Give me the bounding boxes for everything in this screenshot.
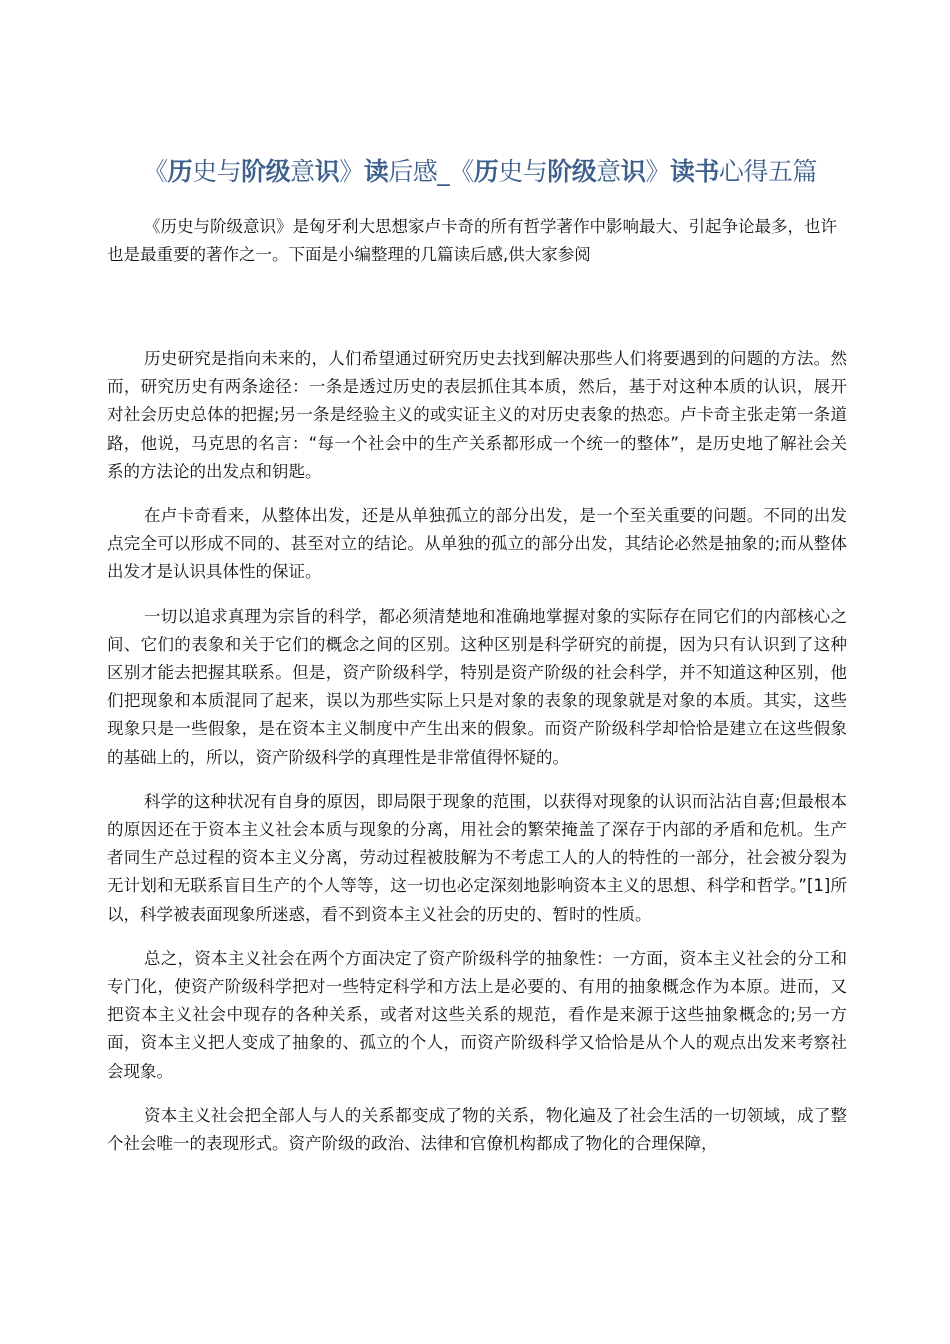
body-paragraph: 历史研究是指向未来的，人们希望通过研究历史去找到解决那些人们将要遇到的问题的方法。然而，研究历史有两条途径：一条是透过历史的表层抓住其本质，然后，基于对这种本质的认识，展开对社会历史总体的把握;另一条是经验主义的或实证主义的对历史表象的热恋。卢卡奇主张走第一条道路，他说，马克思的名言：“每一个社会中的生产关系都形成一个统一的整体”，是历史地了解社会关系的方法论的出发点和钥匙。 (107, 349, 847, 481)
document-title (100, 152, 860, 192)
title-segment: 史与 (498, 157, 548, 186)
body-paragraph: 在卢卡奇看来，从整体出发，还是从单独孤立的部分出发，是一个至关重要的问题。不同的出发点完全可以形成不同的、甚至对立的结论。从单独的孤立的部分出发，其结论必然是抽象的;而从整体出发才是认识具体性的保证。 (107, 506, 847, 582)
title-segment: 心得五篇 (718, 157, 817, 186)
body-paragraph: 总之，资本主义社会在两个方面决定了资产阶级科学的抽象性：一方面，资本主义社会的分工和专门化，使资产阶级科学把对一些特定科学和方法上是必要的、有用的抽象概念作为本原。进而，又把资本主义社会中现存的各种关系，或者对这些关系的规范，看作是来源于这些抽象概念的;另一方面，资本主义把人变成了抽象的、孤立的个人，而资产阶级科学又恰恰是从个人的观点出发来考察社会现象。 (107, 948, 847, 1081)
title-segment: 历 (473, 157, 499, 186)
body-paragraph: 科学的这种状况有自身的原因，即局限于现象的范围，以获得对现象的认识而沾沾自喜;但最根本的原因还在于资本主义社会本质与现象的分离，用社会的繁荣掩盖了深存于内部的矛盾和危机。生产者同生产总过程的资本主义分离，劳动过程被肢解为不考虑工人的人的特性的一部分，社会被分裂为无计划和无联系盲目生产的个人等等，这一切也必定深刻地影响资本主义的思想、科学和哲学。”[1]所以，科学被表面现象所迷惑，看不到资本主义社会的历史的、暂时的性质。 (107, 791, 847, 924)
title-segment: 阶级 (547, 157, 597, 186)
title-segment: 史与 (192, 157, 242, 186)
title-segment: 《 (143, 157, 168, 186)
title-segment: 识 (620, 157, 646, 186)
title-segment: 识 (314, 157, 340, 186)
title-segment: 读 (363, 157, 389, 186)
body-paragraph: 资本主义社会把全部人与人的关系都变成了物的关系，物化遍及了社会生活的一切领域，成了整个社会唯一的表现形式。资产阶级的政治、法律和官僚机构都成了物化的合理保障， (107, 1105, 847, 1154)
title-segment: 意 (290, 157, 315, 186)
title-segment: 后感_《 (388, 157, 474, 186)
article-body (107, 345, 847, 1174)
title-segment: 》 (645, 157, 670, 186)
intro-paragraph: 《历史与阶级意识》是匈牙利大思想家卢卡奇的所有哲学著作中影响最大、引起争论最多，也许也是最重要的著作之一。下面是小编整理的几篇读后感,供大家参阅 (107, 216, 837, 264)
body-paragraph: 一切以追求真理为宗旨的科学，都必须清楚地和准确地掌握对象的实际存在同它们的内部核心之间、它们的表象和关于它们的概念之间的区别。这种区别是科学研究的前提，因为只有认识到了这种区别才能去把握其联系。但是，资产阶级科学，特别是资产阶级的社会科学，并不知道这种区别，他们把现象和本质混同了起来，误以为那些实际上只是对象的表象的现象就是对象的本质。其实，这些现象只是一些假象，是在资本主义制度中产生出来的假象。而资产阶级科学却恰恰是建立在这些假象的基础上的，所以，资产阶级科学的真理性是非常值得怀疑的。 (107, 606, 847, 767)
title-segment: 阶级 (241, 157, 291, 186)
title-segment: 意 (596, 157, 621, 186)
title-segment: 历 (167, 157, 193, 186)
title-segment: 读书 (669, 157, 719, 186)
title-segment: 》 (339, 157, 364, 186)
